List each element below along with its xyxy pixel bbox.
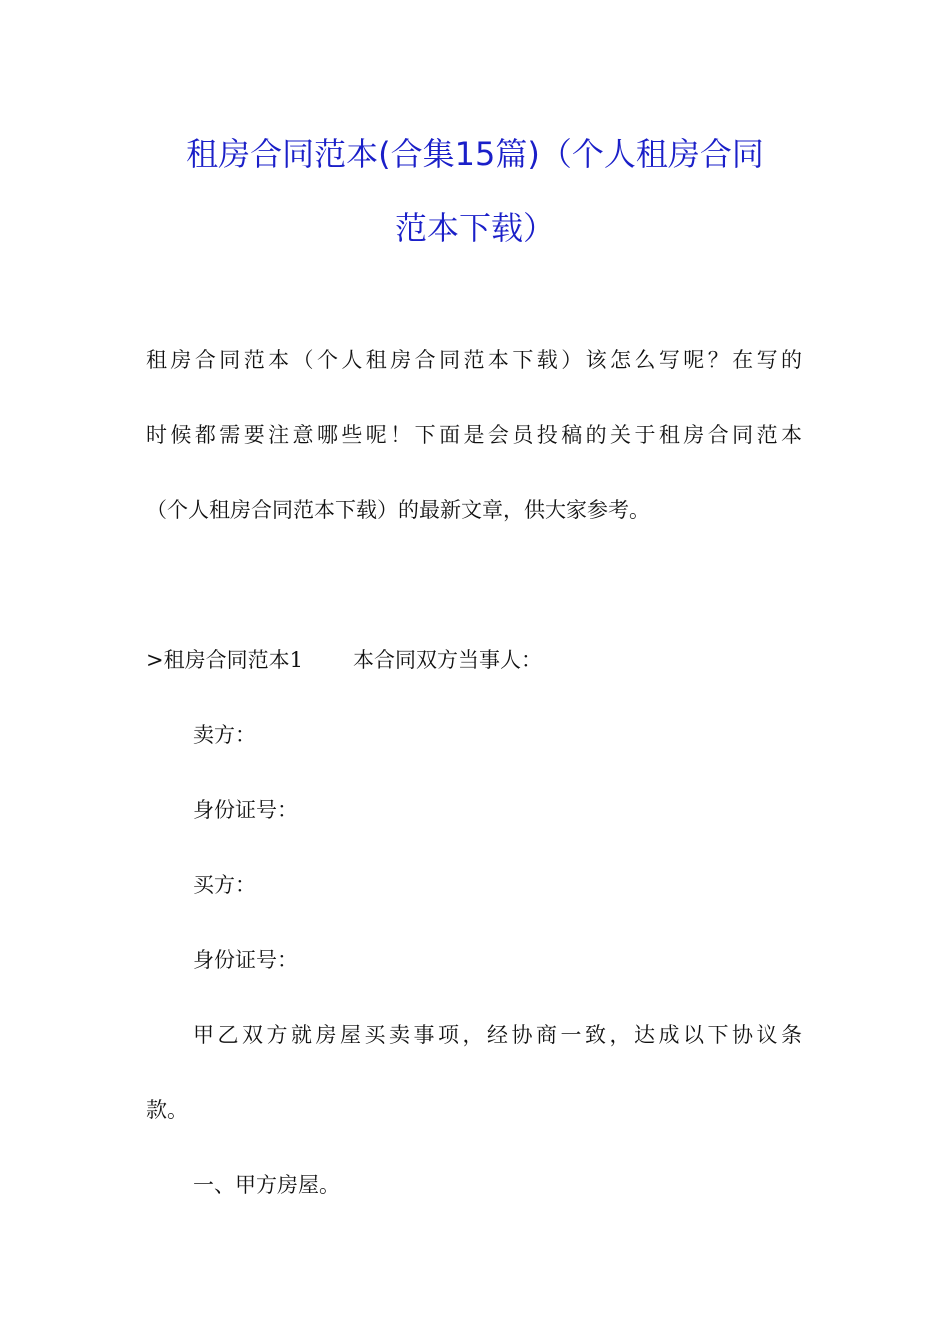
- clause-1: 一、甲方房屋。: [193, 1173, 340, 1197]
- intro-line-3: （个人租房合同范本下载）的最新文章，供大家参考。: [146, 498, 650, 522]
- document-title-line-2: 范本下载）: [394, 209, 555, 247]
- buyer-id-label: 身份证号：: [193, 948, 298, 972]
- buyer-label: 买方：: [193, 873, 256, 897]
- section-heading-parties: 本合同双方当事人：: [352, 648, 542, 672]
- intro-line-1: 租房合同范本（个人租房合同范本下载）该怎么写呢？在写的: [146, 348, 802, 372]
- seller-label: 卖方：: [193, 723, 256, 747]
- document-title-line-1: 租房合同范本(合集15篇)（个人租房合同: [186, 135, 764, 173]
- section-heading: [146, 647, 542, 673]
- agreement-line-2: 款。: [146, 1098, 188, 1122]
- intro-line-2: 时候都需要注意哪些呢！下面是会员投稿的关于租房合同范本: [146, 423, 802, 447]
- section-heading-title: >租房合同范本1: [146, 648, 303, 672]
- seller-id-label: 身份证号：: [193, 798, 298, 822]
- agreement-line-1: 甲乙双方就房屋买卖事项，经协商一致，达成以下协议条: [193, 1023, 802, 1047]
